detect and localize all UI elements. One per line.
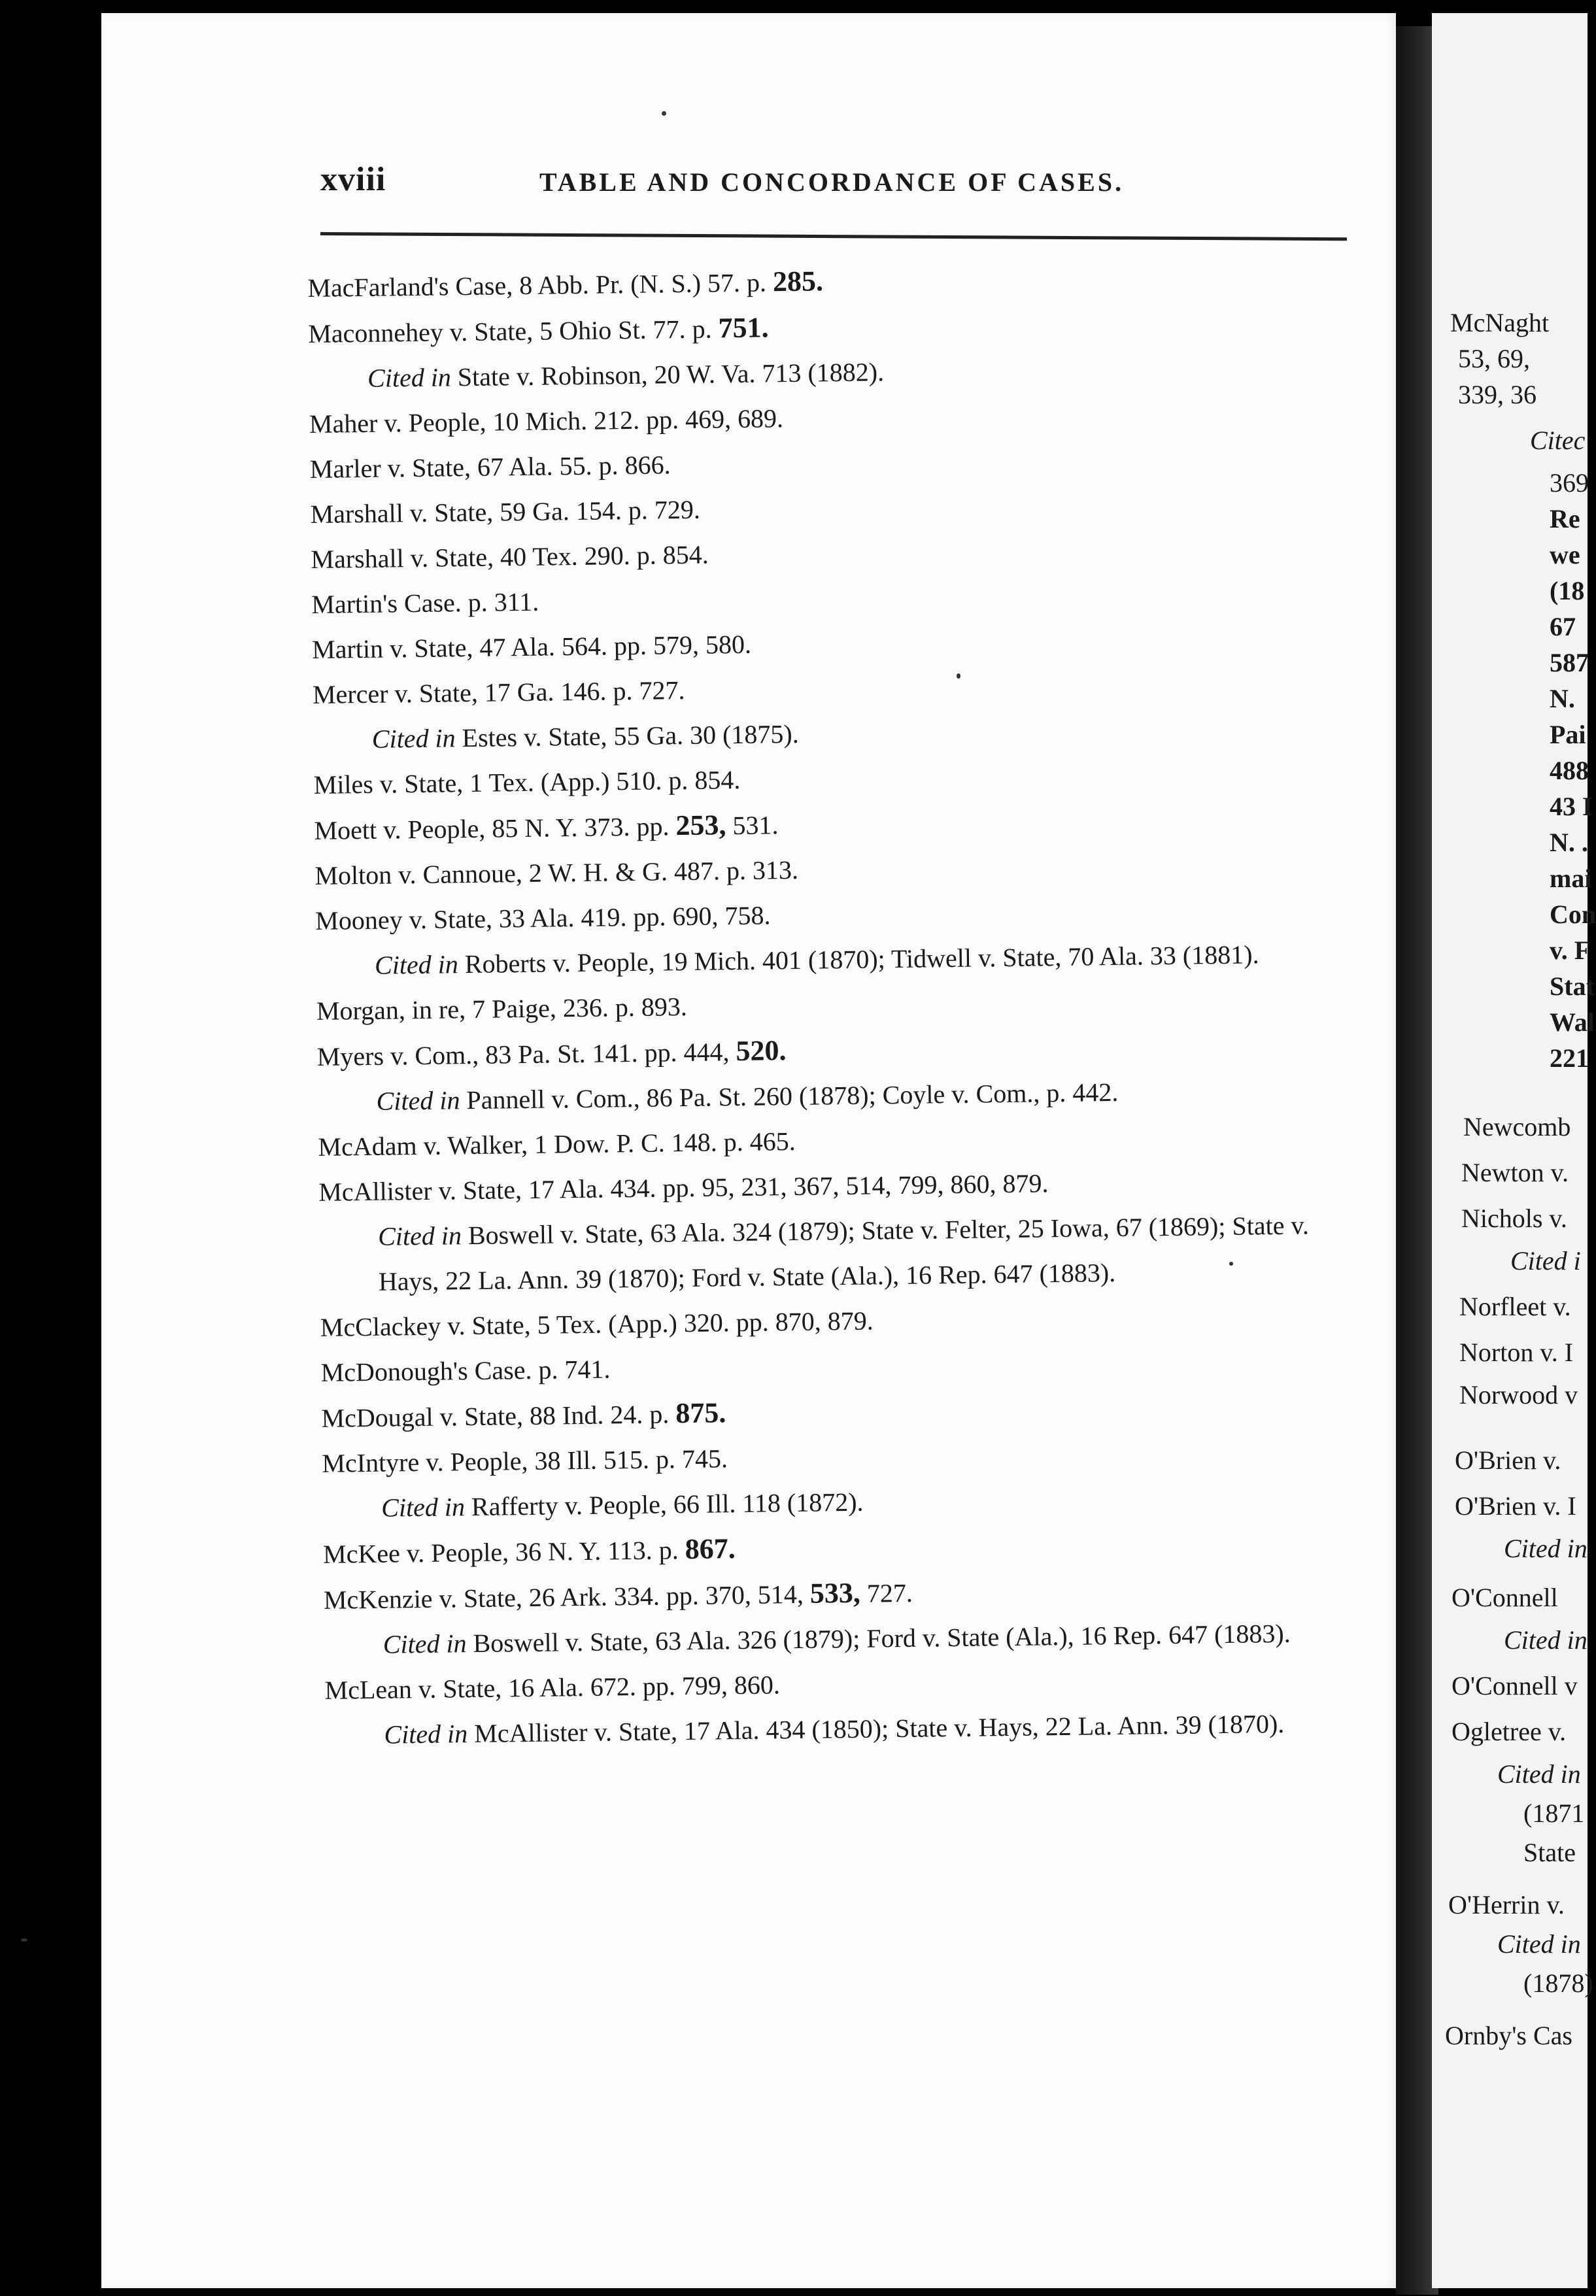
adjacent-page-fragment: 488	[1550, 756, 1589, 785]
cited-in-note	[319, 1202, 1340, 1305]
speck	[662, 111, 666, 116]
case-text: Miles v. State, 1 Tex. (App.) 510. p. 854.	[313, 764, 741, 800]
case-text: Moett v. People, 85 N. Y. 373. pp.	[314, 811, 676, 845]
cited-in-text: Boswell v. State, 63 Ala. 324 (1879); State v. Felter, 25 Iowa, 67 (1869); State v. Hays, 22 La. Ann. 39 (1870); Ford v. State (Ala.), 16 Rep. 647 (1883).	[378, 1210, 1310, 1296]
adjacent-page-fragment: 369	[1550, 468, 1589, 498]
cited-in-label: Cited in	[384, 1719, 468, 1749]
case-entry	[322, 1428, 1343, 1531]
case-text: Martin's Case. p. 311.	[311, 586, 539, 619]
case-text: McIntyre v. People, 38 Ill. 515. p. 745.	[322, 1443, 728, 1478]
case-entry	[324, 1564, 1345, 1668]
adjacent-page-fragment: 339, 36	[1458, 380, 1537, 409]
page-header	[320, 160, 1367, 212]
adjacent-page-fragment: McNaght	[1450, 308, 1550, 337]
case-text: McLean v. State, 16 Ala. 672. pp. 799, 860.	[324, 1670, 781, 1705]
case-text: Marshall v. State, 59 Ga. 154. p. 729.	[310, 494, 701, 529]
adjacent-page-fragment: Cited i	[1510, 1246, 1581, 1275]
adjacent-page-fragment: 53, 69,	[1458, 344, 1530, 373]
speck	[957, 673, 960, 679]
case-text: McAdam v. Walker, 1 Dow. P. C. 148. p. 465.	[318, 1126, 796, 1162]
case-text: Martin v. State, 47 Ala. 564. pp. 579, 580.	[311, 629, 752, 664]
adjacent-page-fragment: O'Herrin v.	[1448, 1890, 1565, 1919]
case-entries	[307, 252, 1346, 1758]
adjacent-page-fragment: State	[1523, 1838, 1576, 1867]
cited-in-label: Cited in	[381, 1492, 466, 1523]
principal-page-ref: 285.	[772, 265, 824, 298]
adjacent-page-fragment: (18	[1550, 576, 1585, 605]
cited-in-text: Pannell v. Com., 86 Pa. St. 260 (1878); Coyle v. Com., p. 442.	[460, 1077, 1119, 1115]
adjacent-page-fragment: O'Connell	[1452, 1583, 1558, 1612]
principal-page-ref: 875.	[675, 1396, 726, 1430]
adjacent-page-fragment: Cited in	[1497, 1929, 1581, 1959]
cited-in-text: Estes v. State, 55 Ga. 30 (1875).	[455, 718, 799, 753]
case-text: McDougal v. State, 88 Ind. 24. p.	[321, 1399, 676, 1433]
case-text: Maconnehey v. State, 5 Ohio St. 77. p.	[308, 314, 719, 348]
cited-in-label: Cited in	[377, 1221, 462, 1251]
adjacent-page-fragment: N.	[1550, 684, 1575, 713]
page-ref-tail: 727.	[860, 1578, 913, 1608]
case-text: Mercer v. State, 17 Ga. 146. p. 727.	[312, 675, 685, 709]
adjacent-page-fragment: Norfleet v.	[1459, 1292, 1571, 1321]
adjacent-page-fragment: Ogletree v.	[1452, 1717, 1567, 1746]
adjacent-page-fragment: Newton v.	[1461, 1158, 1569, 1187]
adjacent-page-fragment: 587	[1550, 648, 1589, 677]
case-text: McKenzie v. State, 26 Ark. 334. pp. 370, 514,	[323, 1579, 811, 1615]
case-entry	[313, 660, 1334, 762]
cited-in-label: Cited in	[376, 1085, 460, 1116]
adjacent-page-fragment: mai	[1550, 864, 1592, 893]
principal-page-ref: 520.	[736, 1034, 787, 1068]
case-text: McClackey v. State, 5 Tex. (App.) 320. pp. 870, 879.	[320, 1306, 874, 1342]
adjacent-page-fragment: Norwood v	[1459, 1380, 1578, 1410]
running-title: TABLE AND CONCORDANCE OF CASES.	[539, 167, 1125, 197]
case-text: McKee v. People, 36 N. Y. 113. p.	[322, 1535, 685, 1569]
case-entry	[308, 298, 1329, 401]
adjacent-page-fragment: Re	[1550, 504, 1580, 533]
case-text: MacFarland's Case, 8 Abb. Pr. (N. S.) 57. p.	[307, 267, 773, 303]
adjacent-page-fragment: Cited in	[1504, 1625, 1588, 1655]
adjacent-page-fragment: Norton v. I	[1459, 1338, 1574, 1367]
case-text: Mooney v. State, 33 Ala. 419. pp. 690, 758.	[314, 900, 771, 936]
case-text: Marler v. State, 67 Ala. 55. p. 866.	[309, 450, 671, 484]
adjacent-page-fragment: 43 I	[1550, 792, 1593, 821]
principal-page-ref: 253,	[675, 809, 726, 842]
cited-in-label: Cited in	[371, 723, 456, 754]
adjacent-page-fragment: we	[1550, 540, 1580, 569]
case-text: McDonough's Case. p. 741.	[320, 1354, 611, 1387]
case-entry	[315, 886, 1336, 988]
adjacent-page-fragment: 221	[1550, 1043, 1589, 1073]
adjacent-page-fragment: Cited in	[1504, 1534, 1588, 1563]
principal-page-ref: 751.	[718, 311, 769, 345]
speck	[1229, 1262, 1233, 1266]
adjacent-page-fragment: O'Connell v	[1452, 1671, 1578, 1700]
adjacent-page-fragment: (1878)	[1523, 1968, 1593, 1998]
page-ref-tail: 531.	[726, 810, 779, 841]
adjacent-page-fragment: O'Brien v.	[1455, 1445, 1561, 1475]
adjacent-page-fragment: Con	[1550, 900, 1596, 929]
adjacent-page-fragment: v. F	[1550, 936, 1591, 965]
adjacent-page-fragment: N. .	[1550, 828, 1588, 857]
case-text: Morgan, in re, 7 Paige, 236. p. 893.	[316, 991, 688, 1026]
cited-in-text: Roberts v. People, 19 Mich. 401 (1870); Tidwell v. State, 70 Ala. 33 (1881).	[458, 939, 1259, 979]
speck	[21, 1938, 27, 1942]
cited-in-label: Cited in	[382, 1629, 467, 1659]
cited-in-label: Cited in	[367, 362, 452, 393]
adjacent-page-fragment: Citec	[1530, 426, 1586, 455]
adjacent-page-fragment: Ornby's Cas	[1445, 2021, 1572, 2050]
adjacent-page-fragment: Nichols v.	[1461, 1204, 1567, 1233]
case-text: McAllister v. State, 17 Ala. 434. pp. 95, 231, 367, 514, 799, 860, 879.	[318, 1168, 1049, 1207]
adjacent-page-fragment: (1871	[1523, 1798, 1585, 1828]
case-text: Myers v. Com., 83 Pa. St. 141. pp. 444,	[316, 1037, 736, 1072]
cited-in-text: State v. Robinson, 20 W. Va. 713 (1882).	[450, 357, 885, 392]
case-entry	[324, 1655, 1346, 1758]
cited-in-text: Rafferty v. People, 66 Ill. 118 (1872).	[464, 1487, 864, 1522]
principal-page-ref: 533,	[809, 1576, 861, 1610]
cited-in-text: McAllister v. State, 17 Ala. 434 (1850); State v. Hays, 22 La. Ann. 39 (1870).	[467, 1708, 1285, 1749]
adjacent-page-fragment: Newcomb	[1463, 1112, 1571, 1141]
case-text: Maher v. People, 10 Mich. 212. pp. 469, 689.	[309, 403, 784, 439]
adjacent-page-fragment: O'Brien v. I	[1455, 1491, 1576, 1521]
adjacent-page-fragment: Stat	[1550, 971, 1595, 1001]
cited-in-text: Boswell v. State, 63 Ala. 326 (1879); Ford v. State (Ala.), 16 Rep. 647 (1883).	[466, 1618, 1291, 1659]
adjacent-page-fragment: Wal	[1550, 1007, 1595, 1037]
case-entry	[316, 1021, 1338, 1124]
principal-page-ref: 867.	[685, 1532, 736, 1566]
adjacent-page-fragment: Cited in	[1497, 1759, 1581, 1789]
adjacent-page-fragment: Pai	[1550, 720, 1586, 749]
case-text: Molton v. Cannoue, 2 W. H. & G. 487. p. 313.	[314, 854, 799, 890]
cited-in-label: Cited in	[374, 949, 459, 980]
case-entry	[318, 1157, 1340, 1305]
page-number: xviii	[320, 161, 386, 198]
adjacent-page-fragment: 67	[1550, 612, 1576, 641]
case-text: Marshall v. State, 40 Tex. 290. p. 854.	[311, 539, 709, 574]
